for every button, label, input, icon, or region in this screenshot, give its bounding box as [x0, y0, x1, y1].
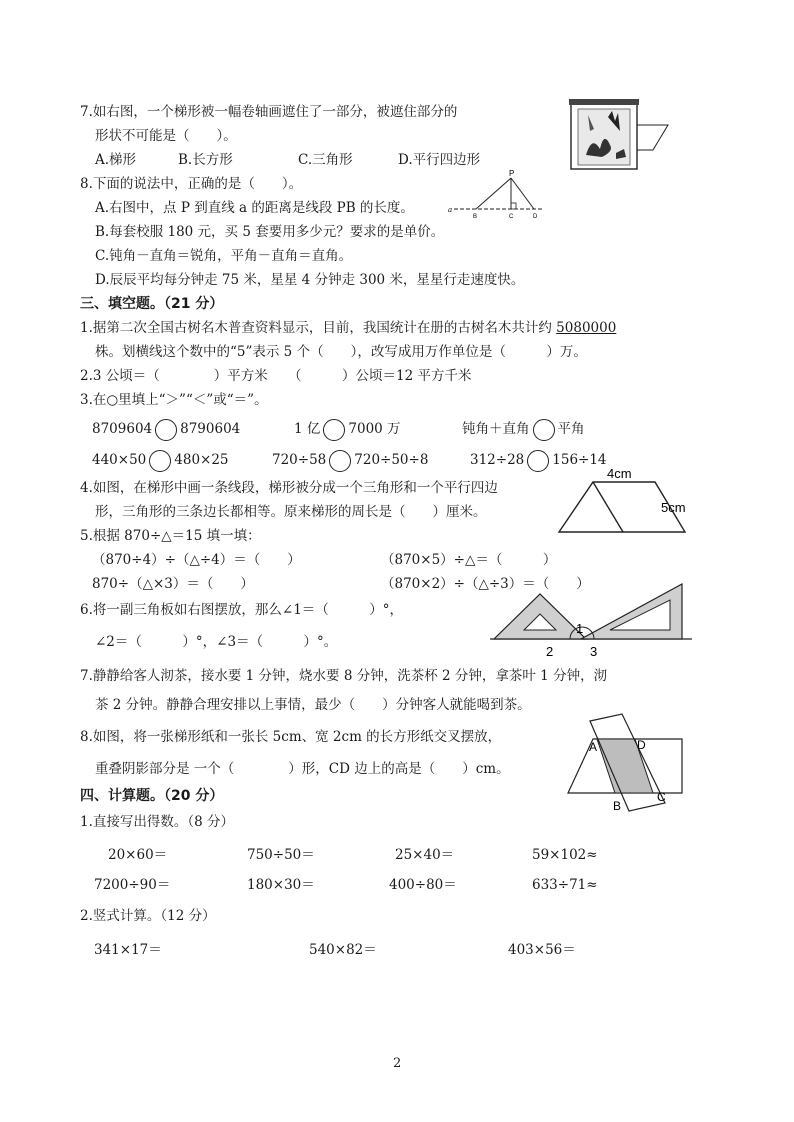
- calc-item: 633÷71≈: [532, 877, 598, 893]
- label-c: C: [509, 214, 514, 220]
- calc-2-stem: 2.竖式计算。（12 分）: [80, 908, 216, 924]
- page-number: 2: [393, 1056, 402, 1071]
- fill-1-line2: 株。划横线这个数中的“5”表示 5 个（ ），改写成用万作单位是（ ）万。: [95, 344, 587, 360]
- underlined-number: 5080000: [556, 320, 617, 336]
- q7-option-a: A.梯形: [95, 152, 137, 168]
- compare-circle[interactable]: [533, 419, 555, 441]
- compare-circle[interactable]: [155, 419, 177, 441]
- vertical-calc-item: 403×56＝: [508, 942, 576, 958]
- label-b: B: [473, 214, 478, 220]
- calc-item: 25×40＝: [395, 847, 455, 863]
- angle-label-3: 3: [590, 644, 598, 659]
- label-p: P: [509, 169, 515, 178]
- angle-label-2: 2: [546, 644, 554, 659]
- label-d: D: [533, 214, 538, 220]
- calc-item: 180×30＝: [247, 877, 315, 893]
- fill-5-b: （870×5）÷△＝（ ）: [381, 552, 557, 568]
- compare-3: 钝角＋直角 平角: [462, 417, 585, 441]
- vertical-calc-item: 540×82＝: [309, 942, 377, 958]
- fill-8-line2: 重叠阴影部分是 一个（ ）形，CD 边上的高是（ ）cm。: [95, 761, 510, 777]
- fill-3-stem: 3.在○里填上“＞”“＜”或“＝”。: [80, 392, 268, 408]
- q8-option-c: C.钝角－直角＝锐角，平角－直角＝直角。: [95, 248, 353, 264]
- vertical-calc-item: 341×17＝: [94, 942, 162, 958]
- set-square-figure: [486, 578, 696, 663]
- fill-8-line1: 8.如图，将一张梯形纸和一张长 5cm、宽 2cm 的长方形纸交叉摆放，: [80, 729, 502, 745]
- fill-1-line1: 1.据第二次全国古树名木普查资料显示，目前，我国统计在册的古树名木共计约 5080000: [80, 320, 617, 336]
- fill-4-line2: 形，三角形的三条边长都相等。原来梯形的周长是（ ）厘米。: [95, 504, 487, 520]
- fill-2: 2.3 公顷＝（ ）平方米 （ ）公顷＝12 平方千米: [80, 368, 472, 384]
- fill-5-a: （870÷4）÷（△÷4）＝（ ）: [92, 552, 301, 568]
- trapezoid-figure: [555, 466, 705, 536]
- label-4cm: 4cm: [607, 466, 632, 481]
- scroll-painting-figure: [568, 95, 688, 175]
- label-5cm: 5cm: [661, 500, 686, 515]
- compare-circle[interactable]: [323, 419, 345, 441]
- q8-option-b: B.每套校服 180 元，买 5 套要用多少元？要求的是单价。: [95, 224, 445, 240]
- calc-item: 20×60＝: [108, 847, 168, 863]
- q8-option-d: D.辰辰平均每分钟走 75 米，星星 4 分钟走 300 米，星星行走速度快。: [95, 272, 525, 288]
- fill-5-stem: 5.根据 870÷△＝15 填一填：: [80, 528, 261, 544]
- label-a: A: [589, 740, 598, 754]
- overlap-figure: [565, 713, 695, 813]
- compare-1: 8709604 8790604: [92, 417, 240, 441]
- calc-item: 400÷80＝: [389, 877, 457, 893]
- q7-line2: 形状不可能是（ ）。: [95, 128, 237, 144]
- fill-7-line1: 7.静静给客人沏茶，接水要 1 分钟，烧水要 8 分钟，洗茶杯 2 分钟，拿茶叶 1 分钟，沏: [80, 668, 608, 684]
- fill-5-c: 870÷（△×3）＝（ ）: [92, 576, 254, 592]
- label-c: C: [657, 790, 666, 804]
- q7-option-d: D.平行四边形: [398, 152, 481, 168]
- compare-6: 312÷28 156÷14: [470, 448, 607, 472]
- compare-circle[interactable]: [329, 450, 351, 472]
- compare-5: 720÷58 720÷50÷8: [272, 448, 428, 472]
- compare-2: 1 亿 7000 万: [294, 417, 401, 441]
- compare-4: 440×50 480×25: [92, 448, 229, 472]
- label-b: B: [613, 799, 622, 813]
- section-3-title: 三、填空题。（21 分）: [80, 296, 224, 312]
- q8-stem: 8.下面的说法中，正确的是（ ）。: [80, 176, 303, 192]
- q7-option-b: B.长方形: [178, 152, 233, 168]
- label-a: a: [448, 206, 453, 214]
- q7-option-c: C.三角形: [298, 152, 353, 168]
- calc-item: 7200÷90＝: [94, 877, 171, 893]
- compare-circle[interactable]: [149, 450, 171, 472]
- calc-1-stem: 1.直接写出得数。（8 分）: [80, 814, 235, 830]
- label-d: D: [637, 738, 646, 752]
- fill-4-line1: 4.如图，在梯形中画一条线段，梯形被分成一个三角形和一个平行四边: [80, 480, 498, 496]
- angle-label-1: 1: [576, 621, 584, 636]
- fill-6-line2: ∠2＝（ ）°，∠3＝（ ）°。: [95, 634, 338, 650]
- calc-item: 59×102≈: [532, 847, 598, 863]
- fill-7-line2: 茶 2 分钟。静静合理安排以上事情，最少（ ）分钟客人就能喝到茶。: [95, 697, 531, 713]
- fill-6-line1: 6.将一副三角板如右图摆放，那么∠1＝（ ）°，: [80, 602, 404, 618]
- perpendicular-figure: [448, 170, 548, 220]
- section-4-title: 四、计算题。（20 分）: [80, 788, 224, 804]
- calc-item: 750÷50＝: [247, 847, 315, 863]
- q7-line1: 7.如右图，一个梯形被一幅卷轴画遮住了一部分，被遮住部分的: [80, 104, 458, 120]
- q8-option-a: A.右图中，点 P 到直线 a 的距离是线段 PB 的长度。: [95, 200, 414, 216]
- compare-circle[interactable]: [527, 450, 549, 472]
- fill-5-d: （870×2）÷（△÷3）＝（ ）: [381, 576, 590, 592]
